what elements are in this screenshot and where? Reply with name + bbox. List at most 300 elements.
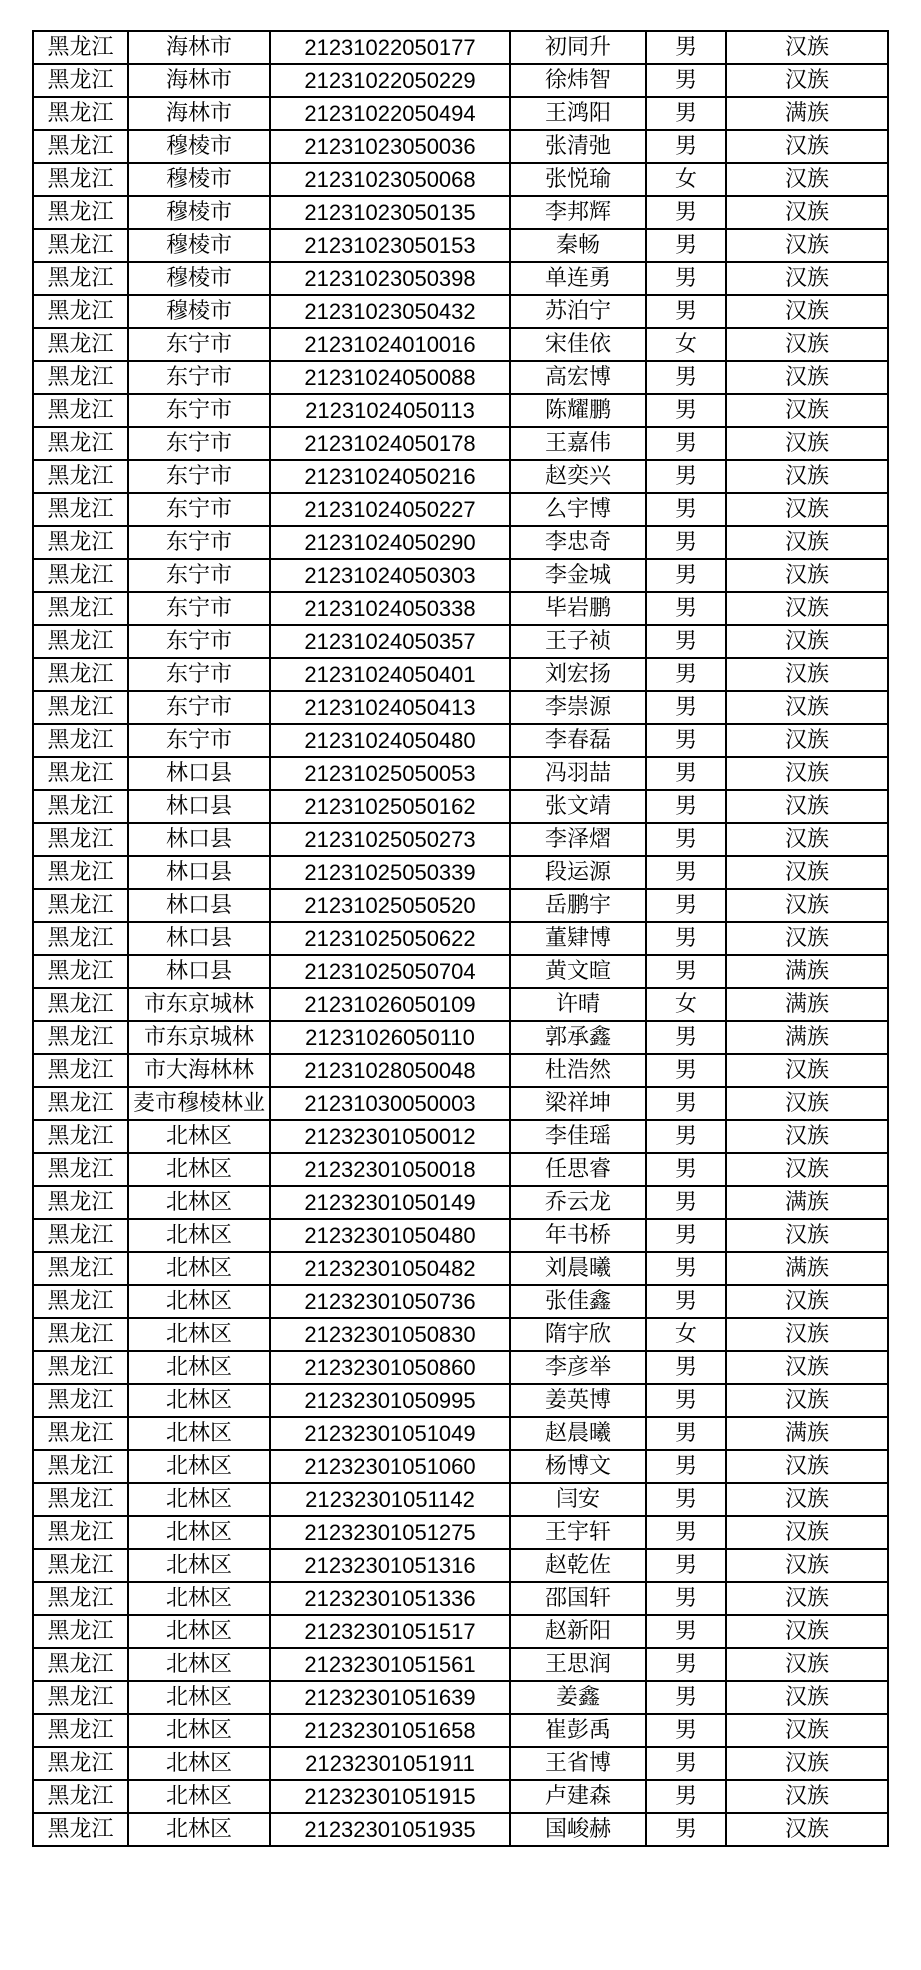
city-cell: 东宁市 bbox=[128, 724, 270, 757]
name-cell: 王思润 bbox=[510, 1648, 646, 1681]
city-cell: 穆棱市 bbox=[128, 163, 270, 196]
gender-cell: 男 bbox=[646, 1153, 726, 1186]
city-cell: 林口县 bbox=[128, 757, 270, 790]
id-number-cell: 21232301050480 bbox=[270, 1219, 510, 1252]
id-number-cell: 21231025050162 bbox=[270, 790, 510, 823]
id-number-cell: 21232301050018 bbox=[270, 1153, 510, 1186]
ethnicity-cell: 汉族 bbox=[726, 889, 888, 922]
city-cell: 北林区 bbox=[128, 1813, 270, 1846]
province-cell: 黑龙江 bbox=[33, 1054, 128, 1087]
ethnicity-cell: 汉族 bbox=[726, 1648, 888, 1681]
gender-cell: 男 bbox=[646, 361, 726, 394]
gender-cell: 男 bbox=[646, 394, 726, 427]
name-cell: 崔彭禹 bbox=[510, 1714, 646, 1747]
gender-cell: 男 bbox=[646, 1615, 726, 1648]
city-cell: 北林区 bbox=[128, 1153, 270, 1186]
gender-cell: 男 bbox=[646, 790, 726, 823]
province-cell: 黑龙江 bbox=[33, 97, 128, 130]
name-cell: 董肄博 bbox=[510, 922, 646, 955]
ethnicity-cell: 汉族 bbox=[726, 1120, 888, 1153]
city-cell: 北林区 bbox=[128, 1252, 270, 1285]
ethnicity-cell: 满族 bbox=[726, 97, 888, 130]
name-cell: 国峻赫 bbox=[510, 1813, 646, 1846]
ethnicity-cell: 汉族 bbox=[726, 64, 888, 97]
table-row bbox=[33, 1648, 888, 1681]
table-row bbox=[33, 1549, 888, 1582]
gender-cell: 男 bbox=[646, 526, 726, 559]
province-cell: 黑龙江 bbox=[33, 1351, 128, 1384]
gender-cell: 男 bbox=[646, 1021, 726, 1054]
table-row bbox=[33, 1219, 888, 1252]
ethnicity-cell: 汉族 bbox=[726, 262, 888, 295]
province-cell: 黑龙江 bbox=[33, 922, 128, 955]
gender-cell: 男 bbox=[646, 1549, 726, 1582]
table-row bbox=[33, 493, 888, 526]
city-cell: 北林区 bbox=[128, 1417, 270, 1450]
province-cell: 黑龙江 bbox=[33, 1450, 128, 1483]
name-cell: 段运源 bbox=[510, 856, 646, 889]
ethnicity-cell: 汉族 bbox=[726, 1615, 888, 1648]
city-cell: 北林区 bbox=[128, 1384, 270, 1417]
province-cell: 黑龙江 bbox=[33, 988, 128, 1021]
ethnicity-cell: 汉族 bbox=[726, 1714, 888, 1747]
table-row bbox=[33, 856, 888, 889]
id-number-cell: 21231024050113 bbox=[270, 394, 510, 427]
name-cell: 宋佳依 bbox=[510, 328, 646, 361]
province-cell: 黑龙江 bbox=[33, 889, 128, 922]
city-cell: 北林区 bbox=[128, 1582, 270, 1615]
ethnicity-cell: 汉族 bbox=[726, 1450, 888, 1483]
name-cell: 任思睿 bbox=[510, 1153, 646, 1186]
ethnicity-cell: 汉族 bbox=[726, 724, 888, 757]
id-number-cell: 21231025050704 bbox=[270, 955, 510, 988]
name-cell: 岳鹏宇 bbox=[510, 889, 646, 922]
id-number-cell: 21231025050339 bbox=[270, 856, 510, 889]
name-cell: 杜浩然 bbox=[510, 1054, 646, 1087]
province-cell: 黑龙江 bbox=[33, 1483, 128, 1516]
id-number-cell: 21232301051561 bbox=[270, 1648, 510, 1681]
ethnicity-cell: 汉族 bbox=[726, 1219, 888, 1252]
table-row bbox=[33, 1384, 888, 1417]
gender-cell: 男 bbox=[646, 97, 726, 130]
gender-cell: 男 bbox=[646, 625, 726, 658]
table-row bbox=[33, 625, 888, 658]
city-cell: 林口县 bbox=[128, 856, 270, 889]
id-number-cell: 21231025050053 bbox=[270, 757, 510, 790]
name-cell: 李金城 bbox=[510, 559, 646, 592]
city-cell: 东宁市 bbox=[128, 493, 270, 526]
gender-cell: 男 bbox=[646, 1648, 726, 1681]
name-cell: 隋宇欣 bbox=[510, 1318, 646, 1351]
ethnicity-cell: 汉族 bbox=[726, 1054, 888, 1087]
city-cell: 北林区 bbox=[128, 1285, 270, 1318]
name-cell: 年书桥 bbox=[510, 1219, 646, 1252]
city-cell: 东宁市 bbox=[128, 559, 270, 592]
gender-cell: 男 bbox=[646, 460, 726, 493]
ethnicity-cell: 汉族 bbox=[726, 31, 888, 64]
ethnicity-cell: 汉族 bbox=[726, 427, 888, 460]
ethnicity-cell: 汉族 bbox=[726, 526, 888, 559]
city-cell: 海林市 bbox=[128, 31, 270, 64]
id-number-cell: 21232301050736 bbox=[270, 1285, 510, 1318]
roster-table-body bbox=[33, 31, 888, 1846]
ethnicity-cell: 汉族 bbox=[726, 1087, 888, 1120]
roster-table bbox=[32, 30, 889, 1847]
province-cell: 黑龙江 bbox=[33, 328, 128, 361]
province-cell: 黑龙江 bbox=[33, 394, 128, 427]
ethnicity-cell: 汉族 bbox=[726, 295, 888, 328]
city-cell: 麦市穆棱林业 bbox=[128, 1087, 270, 1120]
ethnicity-cell: 汉族 bbox=[726, 493, 888, 526]
city-cell: 林口县 bbox=[128, 889, 270, 922]
province-cell: 黑龙江 bbox=[33, 229, 128, 262]
ethnicity-cell: 汉族 bbox=[726, 691, 888, 724]
table-row bbox=[33, 1813, 888, 1846]
province-cell: 黑龙江 bbox=[33, 361, 128, 394]
ethnicity-cell: 汉族 bbox=[726, 394, 888, 427]
id-number-cell: 21232301051142 bbox=[270, 1483, 510, 1516]
ethnicity-cell: 汉族 bbox=[726, 163, 888, 196]
id-number-cell: 21231028050048 bbox=[270, 1054, 510, 1087]
id-number-cell: 21231024050290 bbox=[270, 526, 510, 559]
gender-cell: 男 bbox=[646, 1516, 726, 1549]
city-cell: 北林区 bbox=[128, 1450, 270, 1483]
id-number-cell: 21232301051658 bbox=[270, 1714, 510, 1747]
gender-cell: 男 bbox=[646, 922, 726, 955]
table-row bbox=[33, 889, 888, 922]
name-cell: 杨博文 bbox=[510, 1450, 646, 1483]
province-cell: 黑龙江 bbox=[33, 31, 128, 64]
id-number-cell: 21232301051517 bbox=[270, 1615, 510, 1648]
id-number-cell: 21231025050520 bbox=[270, 889, 510, 922]
name-cell: 王省博 bbox=[510, 1747, 646, 1780]
gender-cell: 男 bbox=[646, 427, 726, 460]
gender-cell: 男 bbox=[646, 262, 726, 295]
city-cell: 北林区 bbox=[128, 1351, 270, 1384]
table-row bbox=[33, 988, 888, 1021]
province-cell: 黑龙江 bbox=[33, 262, 128, 295]
gender-cell: 男 bbox=[646, 493, 726, 526]
name-cell: 秦畅 bbox=[510, 229, 646, 262]
province-cell: 黑龙江 bbox=[33, 1549, 128, 1582]
province-cell: 黑龙江 bbox=[33, 1153, 128, 1186]
province-cell: 黑龙江 bbox=[33, 130, 128, 163]
gender-cell: 男 bbox=[646, 1582, 726, 1615]
gender-cell: 男 bbox=[646, 1087, 726, 1120]
name-cell: 姜英博 bbox=[510, 1384, 646, 1417]
ethnicity-cell: 汉族 bbox=[726, 1153, 888, 1186]
id-number-cell: 21231024050338 bbox=[270, 592, 510, 625]
table-row bbox=[33, 328, 888, 361]
table-row bbox=[33, 1120, 888, 1153]
ethnicity-cell: 汉族 bbox=[726, 1318, 888, 1351]
ethnicity-cell: 汉族 bbox=[726, 625, 888, 658]
name-cell: 初同升 bbox=[510, 31, 646, 64]
name-cell: 姜鑫 bbox=[510, 1681, 646, 1714]
province-cell: 黑龙江 bbox=[33, 856, 128, 889]
ethnicity-cell: 汉族 bbox=[726, 328, 888, 361]
table-row bbox=[33, 1054, 888, 1087]
province-cell: 黑龙江 bbox=[33, 427, 128, 460]
province-cell: 黑龙江 bbox=[33, 1219, 128, 1252]
province-cell: 黑龙江 bbox=[33, 1714, 128, 1747]
gender-cell: 男 bbox=[646, 64, 726, 97]
table-row bbox=[33, 295, 888, 328]
city-cell: 穆棱市 bbox=[128, 262, 270, 295]
city-cell: 东宁市 bbox=[128, 394, 270, 427]
gender-cell: 男 bbox=[646, 196, 726, 229]
city-cell: 东宁市 bbox=[128, 691, 270, 724]
city-cell: 东宁市 bbox=[128, 658, 270, 691]
province-cell: 黑龙江 bbox=[33, 1615, 128, 1648]
city-cell: 林口县 bbox=[128, 790, 270, 823]
name-cell: 张悦瑜 bbox=[510, 163, 646, 196]
gender-cell: 男 bbox=[646, 1450, 726, 1483]
gender-cell: 男 bbox=[646, 823, 726, 856]
name-cell: 张清弛 bbox=[510, 130, 646, 163]
ethnicity-cell: 满族 bbox=[726, 1186, 888, 1219]
name-cell: 苏泊宁 bbox=[510, 295, 646, 328]
ethnicity-cell: 汉族 bbox=[726, 196, 888, 229]
name-cell: 李崇源 bbox=[510, 691, 646, 724]
id-number-cell: 21231023050068 bbox=[270, 163, 510, 196]
id-number-cell: 21231026050109 bbox=[270, 988, 510, 1021]
gender-cell: 男 bbox=[646, 691, 726, 724]
ethnicity-cell: 汉族 bbox=[726, 1549, 888, 1582]
gender-cell: 男 bbox=[646, 229, 726, 262]
gender-cell: 男 bbox=[646, 889, 726, 922]
gender-cell: 男 bbox=[646, 1384, 726, 1417]
table-row bbox=[33, 1747, 888, 1780]
city-cell: 市东京城林 bbox=[128, 1021, 270, 1054]
ethnicity-cell: 汉族 bbox=[726, 1582, 888, 1615]
city-cell: 东宁市 bbox=[128, 328, 270, 361]
city-cell: 东宁市 bbox=[128, 427, 270, 460]
id-number-cell: 21231024050357 bbox=[270, 625, 510, 658]
province-cell: 黑龙江 bbox=[33, 196, 128, 229]
ethnicity-cell: 汉族 bbox=[726, 823, 888, 856]
province-cell: 黑龙江 bbox=[33, 1780, 128, 1813]
id-number-cell: 21231024050480 bbox=[270, 724, 510, 757]
table-row bbox=[33, 1681, 888, 1714]
table-row bbox=[33, 724, 888, 757]
province-cell: 黑龙江 bbox=[33, 724, 128, 757]
name-cell: 单连勇 bbox=[510, 262, 646, 295]
province-cell: 黑龙江 bbox=[33, 1582, 128, 1615]
name-cell: 刘宏扬 bbox=[510, 658, 646, 691]
id-number-cell: 21231023050398 bbox=[270, 262, 510, 295]
name-cell: 李佳瑶 bbox=[510, 1120, 646, 1153]
name-cell: 许晴 bbox=[510, 988, 646, 1021]
id-number-cell: 21232301051316 bbox=[270, 1549, 510, 1582]
id-number-cell: 21231023050432 bbox=[270, 295, 510, 328]
name-cell: 赵乾佐 bbox=[510, 1549, 646, 1582]
id-number-cell: 21232301051275 bbox=[270, 1516, 510, 1549]
name-cell: 梁祥坤 bbox=[510, 1087, 646, 1120]
province-cell: 黑龙江 bbox=[33, 295, 128, 328]
ethnicity-cell: 汉族 bbox=[726, 1483, 888, 1516]
province-cell: 黑龙江 bbox=[33, 1186, 128, 1219]
id-number-cell: 21231023050036 bbox=[270, 130, 510, 163]
name-cell: 王鸿阳 bbox=[510, 97, 646, 130]
gender-cell: 男 bbox=[646, 955, 726, 988]
gender-cell: 男 bbox=[646, 1351, 726, 1384]
name-cell: 闫安 bbox=[510, 1483, 646, 1516]
table-row bbox=[33, 1318, 888, 1351]
id-number-cell: 21231024010016 bbox=[270, 328, 510, 361]
ethnicity-cell: 汉族 bbox=[726, 658, 888, 691]
ethnicity-cell: 汉族 bbox=[726, 592, 888, 625]
city-cell: 林口县 bbox=[128, 823, 270, 856]
gender-cell: 女 bbox=[646, 988, 726, 1021]
name-cell: 王宇轩 bbox=[510, 1516, 646, 1549]
ethnicity-cell: 汉族 bbox=[726, 559, 888, 592]
table-row bbox=[33, 130, 888, 163]
ethnicity-cell: 满族 bbox=[726, 1252, 888, 1285]
name-cell: 王子祯 bbox=[510, 625, 646, 658]
city-cell: 穆棱市 bbox=[128, 196, 270, 229]
province-cell: 黑龙江 bbox=[33, 1120, 128, 1153]
province-cell: 黑龙江 bbox=[33, 526, 128, 559]
province-cell: 黑龙江 bbox=[33, 1384, 128, 1417]
table-row bbox=[33, 97, 888, 130]
table-row bbox=[33, 1186, 888, 1219]
table-row bbox=[33, 1351, 888, 1384]
city-cell: 市东京城林 bbox=[128, 988, 270, 1021]
gender-cell: 男 bbox=[646, 658, 726, 691]
ethnicity-cell: 汉族 bbox=[726, 1285, 888, 1318]
gender-cell: 男 bbox=[646, 295, 726, 328]
province-cell: 黑龙江 bbox=[33, 163, 128, 196]
table-row bbox=[33, 955, 888, 988]
city-cell: 穆棱市 bbox=[128, 130, 270, 163]
ethnicity-cell: 满族 bbox=[726, 955, 888, 988]
gender-cell: 男 bbox=[646, 856, 726, 889]
ethnicity-cell: 汉族 bbox=[726, 856, 888, 889]
id-number-cell: 21231025050622 bbox=[270, 922, 510, 955]
id-number-cell: 21231024050088 bbox=[270, 361, 510, 394]
ethnicity-cell: 汉族 bbox=[726, 1384, 888, 1417]
ethnicity-cell: 汉族 bbox=[726, 1351, 888, 1384]
ethnicity-cell: 汉族 bbox=[726, 130, 888, 163]
id-number-cell: 21232301050995 bbox=[270, 1384, 510, 1417]
id-number-cell: 21232301051060 bbox=[270, 1450, 510, 1483]
id-number-cell: 21232301050482 bbox=[270, 1252, 510, 1285]
city-cell: 北林区 bbox=[128, 1483, 270, 1516]
id-number-cell: 21231024050303 bbox=[270, 559, 510, 592]
province-cell: 黑龙江 bbox=[33, 1318, 128, 1351]
table-row bbox=[33, 823, 888, 856]
id-number-cell: 21231024050216 bbox=[270, 460, 510, 493]
table-row bbox=[33, 1483, 888, 1516]
id-number-cell: 21232301051911 bbox=[270, 1747, 510, 1780]
table-row bbox=[33, 262, 888, 295]
id-number-cell: 21231022050494 bbox=[270, 97, 510, 130]
province-cell: 黑龙江 bbox=[33, 757, 128, 790]
name-cell: 张文靖 bbox=[510, 790, 646, 823]
city-cell: 北林区 bbox=[128, 1549, 270, 1582]
id-number-cell: 21231022050229 bbox=[270, 64, 510, 97]
name-cell: 徐炜智 bbox=[510, 64, 646, 97]
table-row bbox=[33, 394, 888, 427]
city-cell: 北林区 bbox=[128, 1747, 270, 1780]
name-cell: 黄文暄 bbox=[510, 955, 646, 988]
gender-cell: 女 bbox=[646, 163, 726, 196]
gender-cell: 男 bbox=[646, 1186, 726, 1219]
name-cell: 毕岩鹏 bbox=[510, 592, 646, 625]
city-cell: 穆棱市 bbox=[128, 295, 270, 328]
table-row bbox=[33, 526, 888, 559]
id-number-cell: 21232301050860 bbox=[270, 1351, 510, 1384]
gender-cell: 女 bbox=[646, 328, 726, 361]
id-number-cell: 21232301051935 bbox=[270, 1813, 510, 1846]
id-number-cell: 21231023050135 bbox=[270, 196, 510, 229]
province-cell: 黑龙江 bbox=[33, 955, 128, 988]
province-cell: 黑龙江 bbox=[33, 559, 128, 592]
gender-cell: 男 bbox=[646, 1252, 726, 1285]
table-row bbox=[33, 559, 888, 592]
city-cell: 东宁市 bbox=[128, 526, 270, 559]
table-row bbox=[33, 163, 888, 196]
gender-cell: 男 bbox=[646, 1417, 726, 1450]
name-cell: 陈耀鹏 bbox=[510, 394, 646, 427]
id-number-cell: 21231024050178 bbox=[270, 427, 510, 460]
province-cell: 黑龙江 bbox=[33, 1516, 128, 1549]
ethnicity-cell: 汉族 bbox=[726, 1681, 888, 1714]
province-cell: 黑龙江 bbox=[33, 592, 128, 625]
gender-cell: 男 bbox=[646, 1054, 726, 1087]
gender-cell: 男 bbox=[646, 1780, 726, 1813]
province-cell: 黑龙江 bbox=[33, 1681, 128, 1714]
province-cell: 黑龙江 bbox=[33, 1648, 128, 1681]
table-row bbox=[33, 757, 888, 790]
gender-cell: 男 bbox=[646, 757, 726, 790]
table-row bbox=[33, 1285, 888, 1318]
gender-cell: 男 bbox=[646, 1483, 726, 1516]
ethnicity-cell: 汉族 bbox=[726, 1813, 888, 1846]
table-row bbox=[33, 1021, 888, 1054]
id-number-cell: 21232301051049 bbox=[270, 1417, 510, 1450]
ethnicity-cell: 汉族 bbox=[726, 361, 888, 394]
id-number-cell: 21231024050401 bbox=[270, 658, 510, 691]
id-number-cell: 21231023050153 bbox=[270, 229, 510, 262]
name-cell: 李春磊 bbox=[510, 724, 646, 757]
ethnicity-cell: 满族 bbox=[726, 1021, 888, 1054]
city-cell: 东宁市 bbox=[128, 460, 270, 493]
table-row bbox=[33, 1780, 888, 1813]
city-cell: 北林区 bbox=[128, 1615, 270, 1648]
id-number-cell: 21232301050830 bbox=[270, 1318, 510, 1351]
name-cell: 赵奕兴 bbox=[510, 460, 646, 493]
name-cell: 王嘉伟 bbox=[510, 427, 646, 460]
table-row bbox=[33, 922, 888, 955]
table-row bbox=[33, 361, 888, 394]
gender-cell: 男 bbox=[646, 724, 726, 757]
gender-cell: 男 bbox=[646, 1219, 726, 1252]
table-row bbox=[33, 790, 888, 823]
city-cell: 市大海林林 bbox=[128, 1054, 270, 1087]
province-cell: 黑龙江 bbox=[33, 1417, 128, 1450]
province-cell: 黑龙江 bbox=[33, 823, 128, 856]
name-cell: 赵晨曦 bbox=[510, 1417, 646, 1450]
id-number-cell: 21231025050273 bbox=[270, 823, 510, 856]
id-number-cell: 21231026050110 bbox=[270, 1021, 510, 1054]
city-cell: 林口县 bbox=[128, 922, 270, 955]
gender-cell: 男 bbox=[646, 1714, 726, 1747]
gender-cell: 男 bbox=[646, 1285, 726, 1318]
province-cell: 黑龙江 bbox=[33, 1087, 128, 1120]
city-cell: 海林市 bbox=[128, 97, 270, 130]
